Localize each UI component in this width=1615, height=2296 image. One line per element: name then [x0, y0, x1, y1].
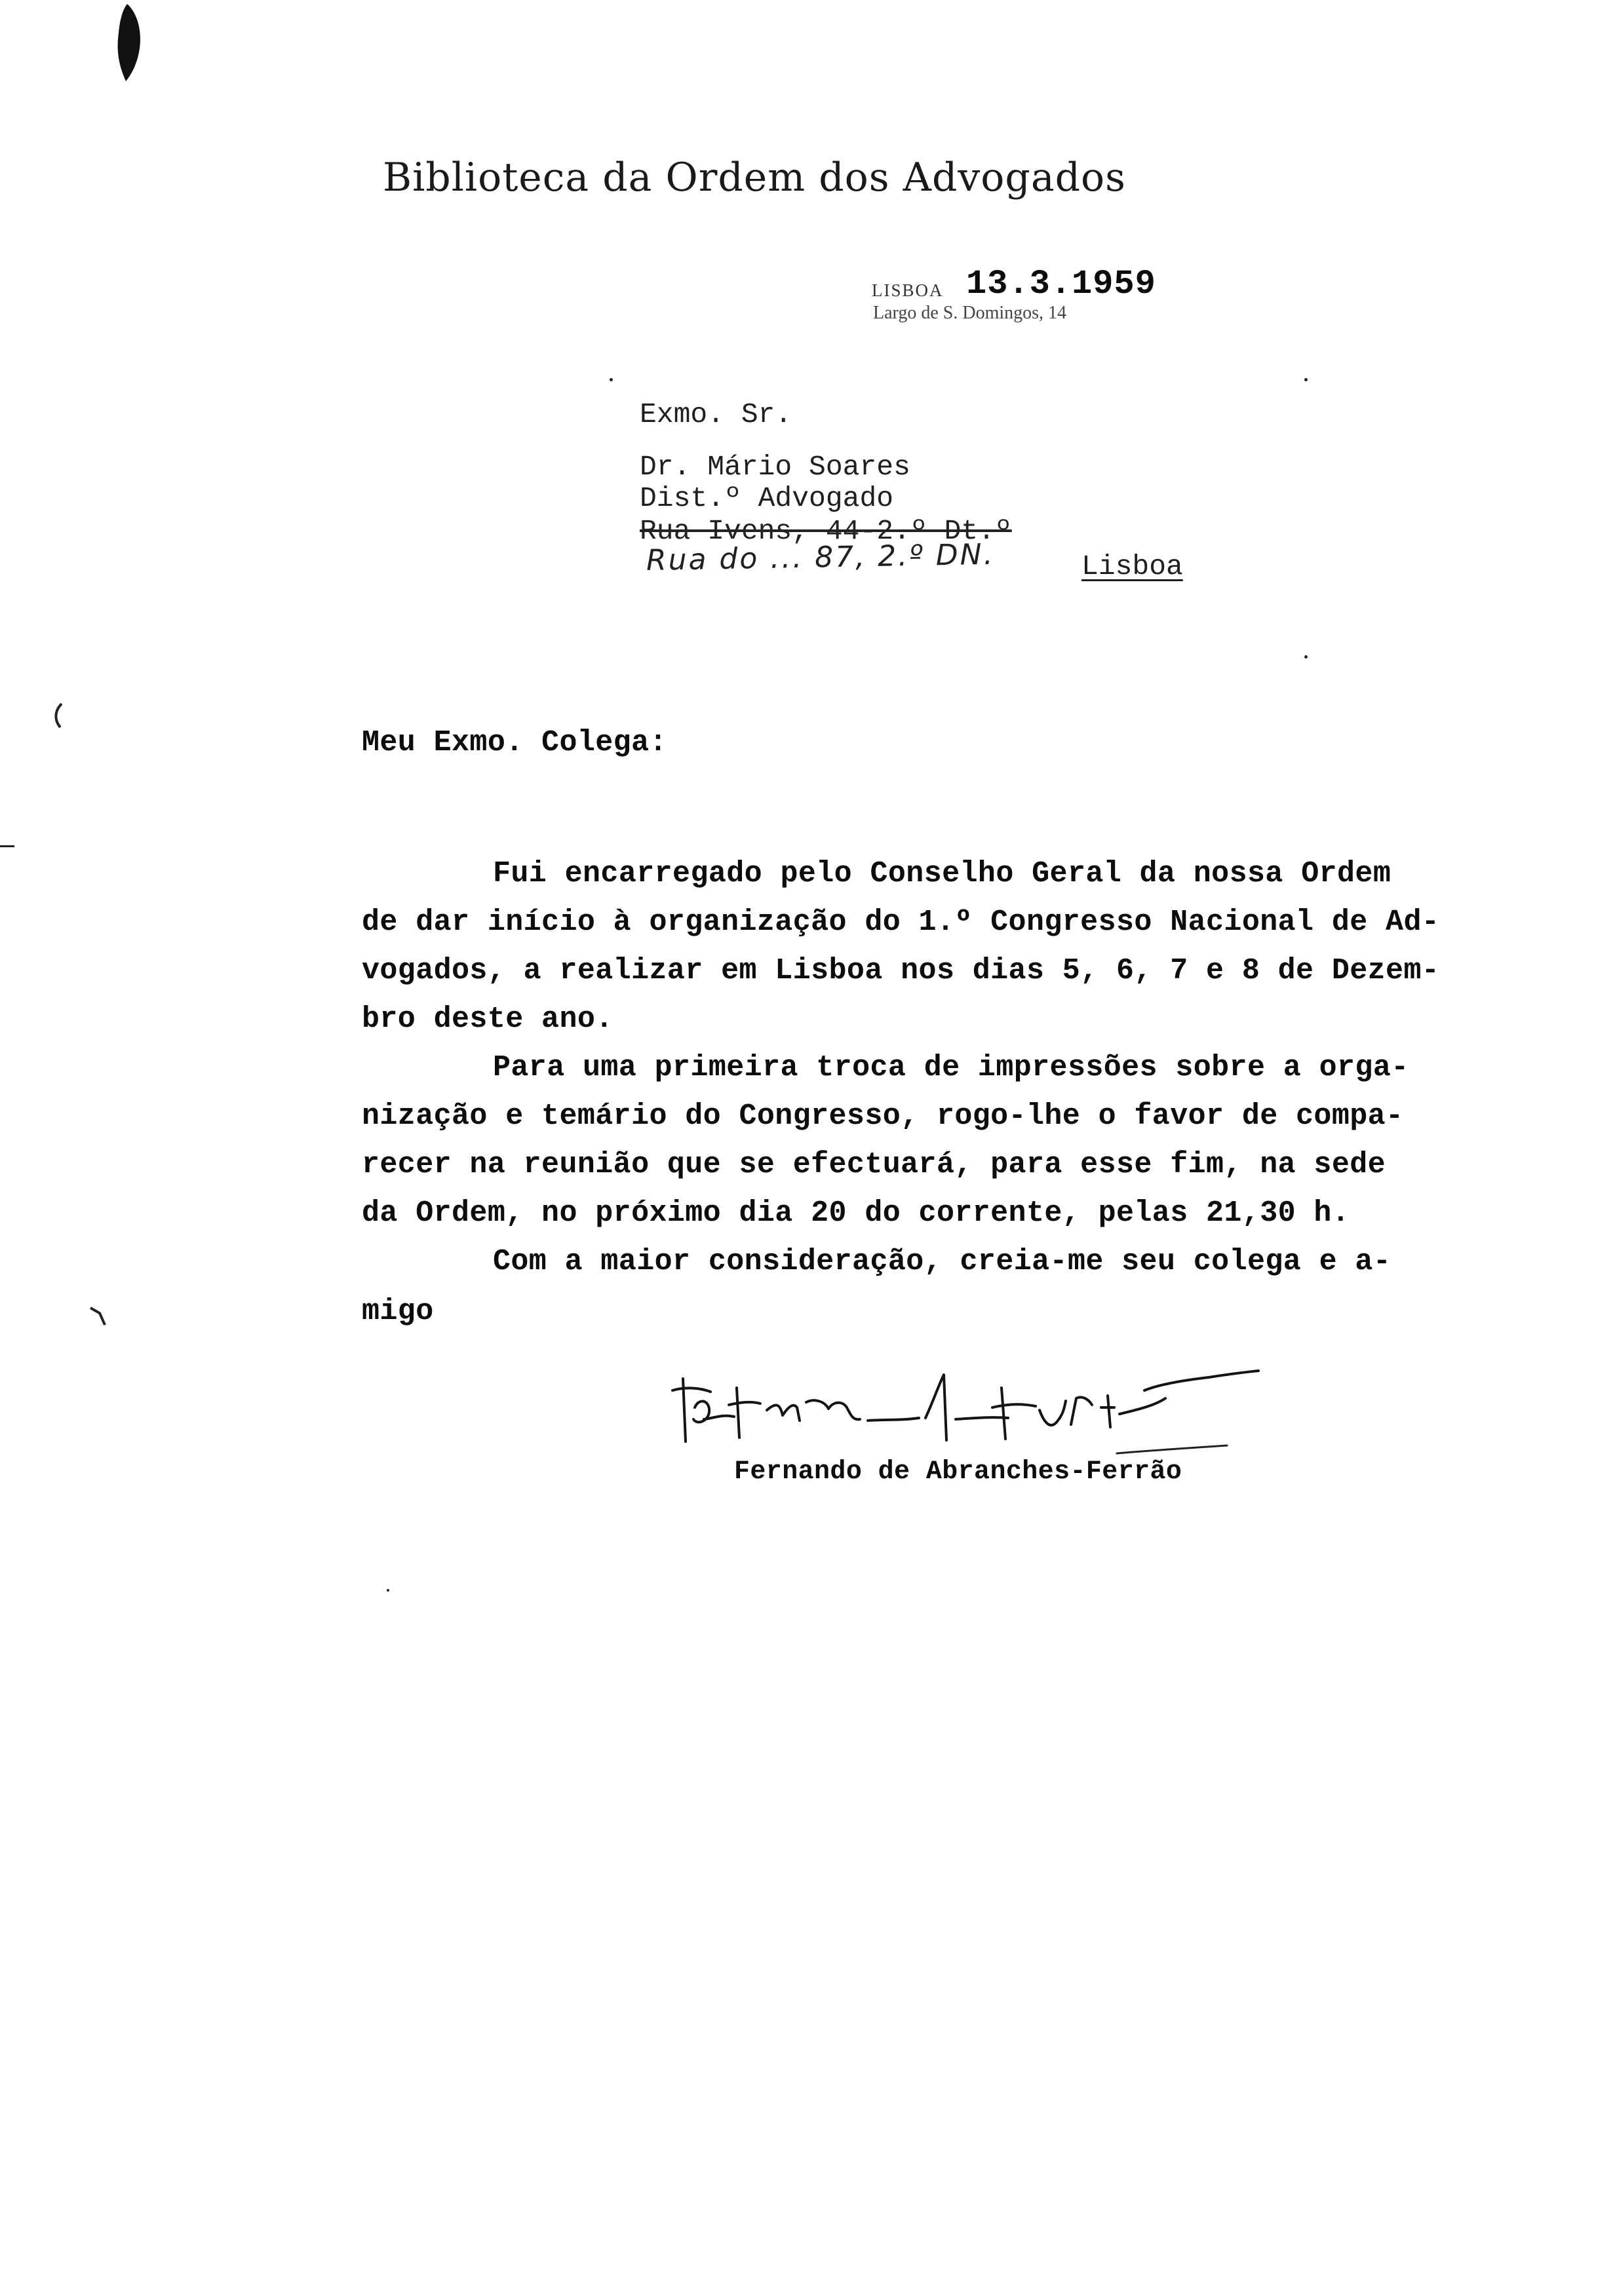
paragraph1-line: de dar início à organização do 1.º Congresso Nacional de Ad-	[362, 906, 1440, 939]
paragraph1-line: Fui encarregado pelo Conselho Geral da nossa Ordem	[493, 857, 1391, 890]
scan-mark	[49, 701, 68, 730]
city-label: LISBOA	[872, 280, 944, 300]
recipient-name: Dr. Mário Soares	[640, 451, 910, 483]
closing-line: migo	[362, 1295, 434, 1328]
paragraph1-line: vogados, a realizar em Lisboa nos dias 5, 6, 7 e 8 de Dezem-	[362, 954, 1440, 987]
scan-dot	[1304, 378, 1308, 381]
paragraph2-line: recer na reunião que se efectuará, para esse fim, na sede	[362, 1148, 1386, 1181]
recipient-salutation: Exmo. Sr.	[640, 398, 792, 430]
signer-name: Fernando de Abranches-Ferrão	[734, 1457, 1182, 1487]
struck-old-address: Rua Ivens, 44-2.º Dt.º	[640, 515, 1012, 547]
scan-mark	[0, 845, 14, 847]
scan-dot	[1304, 655, 1308, 659]
paragraph2-line: Para uma primeira troca de impressões sobre a orga-	[493, 1051, 1409, 1084]
signature-flourish	[1114, 1442, 1232, 1457]
greeting: Meu Exmo. Colega:	[362, 726, 667, 759]
date-stamp: 13.3.1959	[966, 265, 1156, 303]
recipient-city: Lisboa	[1081, 550, 1183, 583]
handwritten-address: Rua do ... 87, 2.º DN.	[646, 537, 996, 577]
recipient-title: Dist.º Advogado	[640, 482, 894, 514]
letterhead-address: Largo de S. Domingos, 14	[873, 303, 1067, 323]
closing-line: Com a maior consideração, creia-me seu colega e a-	[493, 1245, 1391, 1278]
letterhead-title: Biblioteca da Ordem dos Advogados	[383, 155, 1126, 201]
ink-blot-mark	[109, 1, 148, 84]
scan-dot	[387, 1589, 389, 1592]
paragraph1-line: bro deste ano.	[362, 1003, 613, 1036]
paragraph2-line: da Ordem, no próximo dia 20 do corrente, pelas 21,30 h.	[362, 1196, 1350, 1230]
paragraph2-line: nização e temário do Congresso, rogo-lhe o favor de compa-	[362, 1100, 1404, 1133]
scan-mark	[88, 1304, 110, 1328]
scan-dot	[610, 378, 613, 381]
